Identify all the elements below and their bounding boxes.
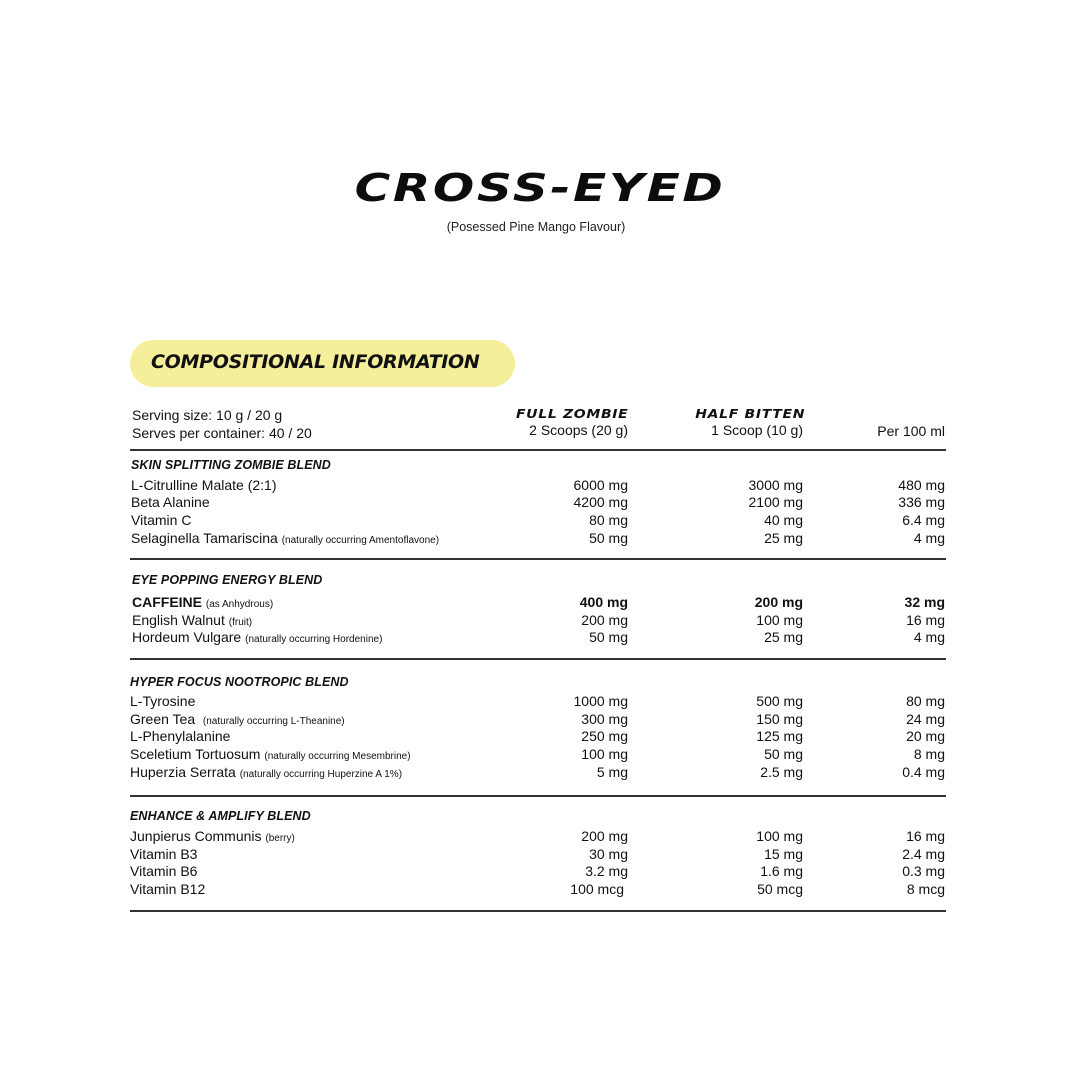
column-header-full-zombie: FULL ZOMBIE xyxy=(515,406,628,421)
value-half-bitten: 150 mg xyxy=(756,711,803,727)
ingredient-name: L-Citrulline Malate (2:1) xyxy=(131,477,277,493)
ingredient-name: L-Phenylalanine xyxy=(130,728,231,744)
ingredient-name: Huperzia Serrata xyxy=(130,764,236,780)
ingredient-name: Sceletium Tortuosum xyxy=(130,746,261,762)
value-full-zombie: 30 mg xyxy=(589,846,628,862)
value-half-bitten: 200 mg xyxy=(754,594,803,610)
value-per-100ml: 4 mg xyxy=(913,629,945,645)
value-full-zombie: 5 mg xyxy=(596,764,628,780)
value-per-100ml: 336 mg xyxy=(898,494,945,510)
table-row xyxy=(0,828,1080,846)
flavour-subtitle: (Posessed Pine Mango Flavour) xyxy=(446,220,626,234)
ingredient-note: (as Anhydrous) xyxy=(205,599,274,610)
divider-bottom xyxy=(130,910,946,912)
ingredient-name: Vitamin B6 xyxy=(130,863,198,879)
value-per-100ml: 20 mg xyxy=(906,728,945,744)
value-half-bitten: 25 mg xyxy=(764,530,803,546)
value-per-100ml: 0.3 mg xyxy=(902,863,945,879)
ingredient-note: (berry) xyxy=(265,833,295,844)
value-per-100ml: 480 mg xyxy=(898,477,945,493)
value-per-100ml: 4 mg xyxy=(913,530,945,546)
value-full-zombie: 200 mg xyxy=(581,612,628,628)
table-row xyxy=(0,863,1080,881)
section-title-eye-popping: EYE POPPING ENERGY BLEND xyxy=(132,573,323,587)
value-half-bitten: 50 mg xyxy=(764,746,803,762)
value-full-zombie: 250 mg xyxy=(581,728,628,744)
section-title-hyper-focus: HYPER FOCUS NOOTROPIC BLEND xyxy=(130,675,349,689)
ingredient-note: (naturally occurring Huperzine A 1%) xyxy=(239,769,403,780)
ingredient-note: (fruit) xyxy=(228,617,253,628)
ingredient-name: CAFFEINE xyxy=(132,594,202,610)
table-row xyxy=(0,629,1080,647)
value-half-bitten: 15 mg xyxy=(764,846,803,862)
value-per-100ml: 24 mg xyxy=(906,711,945,727)
ingredient-name: Hordeum Vulgare xyxy=(132,629,242,645)
divider-section-3 xyxy=(130,795,946,797)
table-row xyxy=(0,693,1080,711)
section-badge-label: COMPOSITIONAL INFORMATION xyxy=(151,351,480,373)
value-half-bitten: 2100 mg xyxy=(748,494,803,510)
table-row xyxy=(0,530,1080,548)
divider-section-2 xyxy=(130,658,946,660)
value-half-bitten: 25 mg xyxy=(764,629,803,645)
column-sub-half-bitten: 1 Scoop (10 g) xyxy=(711,422,803,438)
value-full-zombie: 3.2 mg xyxy=(585,863,628,879)
table-row xyxy=(0,594,1080,612)
column-sub-per-100ml: Per 100 ml xyxy=(877,423,945,439)
divider-section-1 xyxy=(130,558,946,560)
table-row xyxy=(0,881,1080,899)
ingredient-note: (naturally occurring Amentoflavone) xyxy=(281,535,440,546)
value-full-zombie: 100 mg xyxy=(581,746,628,762)
value-full-zombie: 1000 mg xyxy=(573,693,628,709)
ingredient-name: L-Tyrosine xyxy=(130,693,196,709)
ingredient-note: (naturally occurring Mesembrine) xyxy=(264,751,411,762)
value-half-bitten: 50 mcg xyxy=(757,881,803,897)
value-full-zombie: 50 mg xyxy=(589,530,628,546)
value-per-100ml: 32 mg xyxy=(904,594,945,610)
value-full-zombie: 80 mg xyxy=(589,512,628,528)
ingredient-note: (naturally occurring Hordenine) xyxy=(245,634,383,645)
value-half-bitten: 500 mg xyxy=(756,693,803,709)
ingredient-name: English Walnut xyxy=(132,612,225,628)
ingredient-note: (naturally occurring L-Theanine) xyxy=(202,716,345,727)
table-row xyxy=(0,494,1080,512)
ingredient-name: Selaginella Tamariscina xyxy=(131,530,278,546)
table-row xyxy=(0,846,1080,864)
value-full-zombie: 300 mg xyxy=(581,711,628,727)
serves-per-container: Serves per container: 40 / 20 xyxy=(132,425,312,441)
table-row xyxy=(0,746,1080,764)
column-header-half-bitten: HALF BITTEN xyxy=(695,406,805,421)
value-per-100ml: 8 mg xyxy=(913,746,945,762)
ingredient-name: Green Tea xyxy=(130,711,196,727)
value-full-zombie: 200 mg xyxy=(581,828,628,844)
table-row xyxy=(0,612,1080,630)
value-half-bitten: 125 mg xyxy=(756,728,803,744)
value-per-100ml: 6.4 mg xyxy=(902,512,945,528)
value-full-zombie: 6000 mg xyxy=(573,477,628,493)
ingredient-name: Beta Alanine xyxy=(131,494,210,510)
ingredient-name: Vitamin B3 xyxy=(130,846,198,862)
value-half-bitten: 2.5 mg xyxy=(760,764,803,780)
table-row xyxy=(0,711,1080,729)
table-row xyxy=(0,512,1080,530)
ingredient-name: Junpierus Communis xyxy=(130,828,262,844)
value-per-100ml: 8 mcg xyxy=(906,881,945,897)
value-per-100ml: 0.4 mg xyxy=(902,764,945,780)
value-half-bitten: 3000 mg xyxy=(748,477,803,493)
table-row xyxy=(0,477,1080,495)
value-per-100ml: 2.4 mg xyxy=(902,846,945,862)
value-per-100ml: 80 mg xyxy=(906,693,945,709)
section-title-enhance-amplify: ENHANCE & AMPLIFY BLEND xyxy=(130,809,311,823)
column-sub-full-zombie: 2 Scoops (20 g) xyxy=(529,422,628,438)
serving-size: Serving size: 10 g / 20 g xyxy=(132,407,283,423)
value-full-zombie: 50 mg xyxy=(589,629,628,645)
value-per-100ml: 16 mg xyxy=(906,612,945,628)
ingredient-name: Vitamin B12 xyxy=(130,881,206,897)
table-row xyxy=(0,764,1080,782)
divider-header xyxy=(130,449,946,451)
section-title-skin-splitting: SKIN SPLITTING ZOMBIE BLEND xyxy=(131,458,331,472)
value-full-zombie: 100 mcg xyxy=(570,881,624,897)
value-half-bitten: 1.6 mg xyxy=(760,863,803,879)
value-full-zombie: 4200 mg xyxy=(573,494,628,510)
value-half-bitten: 100 mg xyxy=(756,612,803,628)
table-row xyxy=(0,728,1080,746)
value-half-bitten: 40 mg xyxy=(764,512,803,528)
value-per-100ml: 16 mg xyxy=(906,828,945,844)
product-title: CROSS-EYED xyxy=(354,166,726,210)
ingredient-name: Vitamin C xyxy=(131,512,192,528)
value-half-bitten: 100 mg xyxy=(756,828,803,844)
value-full-zombie: 400 mg xyxy=(579,594,628,610)
